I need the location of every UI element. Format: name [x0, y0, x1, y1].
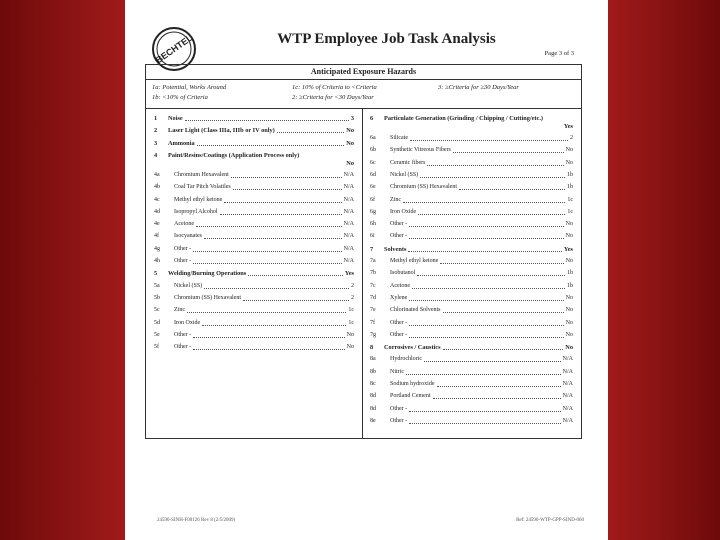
hazard-label: Sodium hydroxide [390, 381, 435, 387]
dot-leader [197, 140, 344, 146]
hazard-value: No [565, 331, 573, 338]
dot-leader [443, 344, 563, 350]
hazard-label: Hydrochloric [390, 356, 422, 363]
bechtel-logo-text: BECHTEL [153, 32, 195, 66]
hazard-value: No [565, 233, 573, 240]
hazard-number: 7f [370, 319, 375, 326]
hazard-number: 6d [370, 171, 376, 178]
hazard-value: No [565, 221, 573, 228]
dot-leader [224, 197, 342, 203]
hazard-number: 8d [370, 393, 376, 400]
hazard-label: Isopropyl Alcohol [174, 208, 218, 215]
hazard-number: 6b [370, 147, 376, 154]
hazard-value: No [346, 344, 354, 351]
dot-leader [277, 127, 344, 133]
hazard-label: Methyl ethyl ketone [390, 258, 439, 264]
hazard-number: 7g [370, 331, 376, 338]
dot-leader [193, 344, 345, 350]
hazard-label: Other - [174, 258, 192, 264]
hazard-value: No [565, 159, 573, 166]
hazard-number: 8 [370, 344, 374, 352]
dot-leader [409, 332, 564, 338]
hazard-value: N/A [343, 245, 354, 252]
hazard-number: 6a [370, 135, 376, 141]
hazard-value: No [565, 147, 573, 154]
hazard-label: Chromium (SS) Hexavalent [390, 184, 457, 191]
background-right [608, 0, 720, 540]
hazard-label: Isocyanates [174, 233, 202, 240]
hazard-label: Isobutanol [390, 270, 416, 277]
hazard-number: 4d [154, 208, 160, 215]
hazard-number: 7d [370, 294, 376, 301]
hazard-number: 4g [154, 245, 160, 252]
hazard-value: No [346, 139, 354, 147]
dot-leader [409, 320, 564, 326]
hazard-number: 5 [154, 270, 158, 278]
dot-leader [202, 320, 346, 326]
hazard-number: 5a [154, 282, 160, 289]
hazard-value: 1b [567, 282, 573, 289]
dot-leader [409, 221, 564, 227]
hazard-number: 4 [154, 151, 158, 159]
dot-leader [185, 115, 349, 121]
hazard-label: Other - [390, 233, 408, 240]
hazard-value: N/A [562, 368, 573, 375]
page-number: Page 3 of 3 [544, 50, 574, 57]
hazard-label: Coal Tar Pitch Volatiles [174, 184, 231, 191]
hazard-value: N/A [343, 208, 354, 215]
dot-leader [437, 381, 561, 387]
dot-leader [440, 258, 564, 264]
dot-leader [408, 246, 562, 252]
dot-leader [410, 135, 568, 141]
hazard-label: Nickel (SS) [174, 282, 203, 289]
hazard-value: Yes [344, 270, 354, 278]
hazard-value: Yes [563, 123, 573, 130]
dot-leader [233, 184, 342, 190]
hazard-label: Other - [390, 319, 408, 326]
hazard-label: Other - [390, 331, 408, 338]
hazard-number: 5f [154, 344, 159, 351]
document-page [125, 0, 608, 540]
hazard-number: 2 [154, 127, 158, 135]
hazard-value: N/A [562, 405, 573, 412]
hazard-value: N/A [343, 221, 354, 228]
hazard-label: Corrosives / Caustics [384, 344, 441, 352]
hazard-label: Nickel (SS) [390, 171, 419, 178]
hazard-label: Noise [168, 115, 183, 122]
hazard-value: 2 [351, 282, 354, 289]
hazard-number: 6f [370, 196, 375, 203]
legend-item: 3: ≥Criteria for ≥30 Days/Year [438, 84, 519, 91]
hazard-label: Methyl ethyl ketone [174, 196, 223, 203]
dot-leader [248, 270, 343, 276]
hazard-label: Other - [390, 221, 408, 228]
hazard-value: No [346, 331, 354, 338]
hazard-value: N/A [343, 171, 354, 178]
legend [146, 80, 581, 109]
dot-leader [243, 295, 349, 301]
legend-item: 1c: 10% of Criteria to <Criteria [292, 84, 377, 91]
hazard-label: Paint/Resins/Coatings (Application Process only) [168, 151, 300, 159]
hazard-number: 6h [370, 221, 376, 228]
hazard-label: Other - [174, 331, 192, 338]
hazard-value: 1c [348, 307, 354, 314]
hazard-number: 4f [154, 233, 159, 240]
background-left [0, 0, 125, 540]
hazard-number: 7 [370, 245, 374, 253]
hazard-label: Xylene [390, 294, 408, 301]
footer-form-number: 24590-SINH-F00126 Rev 8 (2/5/2009) [157, 518, 236, 523]
hazard-number: 6g [370, 208, 376, 215]
hazard-label: Iron Oxide [174, 319, 201, 326]
hazard-label: Welding/Burning Operations [168, 270, 247, 278]
legend-item: 1b: <10% of Criteria [152, 94, 208, 101]
legend-item: 1a: Potential, Works Around [152, 84, 227, 91]
dot-leader [403, 197, 565, 203]
hazard-number: 5c [154, 307, 160, 314]
hazard-label: Other - [390, 405, 408, 412]
hazard-value: 1b [567, 270, 573, 277]
hazard-value: N/A [343, 196, 354, 203]
hazard-label: Other - [390, 417, 408, 424]
hazard-number: 6c [370, 159, 376, 166]
dot-leader [231, 172, 342, 178]
hazard-label: Other - [174, 245, 192, 252]
hazard-number: 4c [154, 196, 160, 203]
hazard-number: 4a [154, 171, 160, 178]
hazard-number: 8a [370, 356, 376, 363]
dot-leader [409, 406, 561, 412]
hazard-label: Synthetic Vitreous Fibers [390, 147, 451, 154]
dot-leader [204, 233, 342, 239]
hazard-label: Nitric [390, 368, 404, 375]
hazard-label: Chromium Hexavalent [174, 171, 229, 178]
hazard-label: Particulate Generation (Grinding / Chipping / Cutting/etc.) [384, 115, 543, 122]
hazard-number: 4e [154, 221, 160, 228]
hazard-number: 5b [154, 294, 160, 301]
hazard-label: Other - [174, 344, 192, 351]
left-hazard-column [146, 109, 363, 438]
hazard-form [145, 64, 582, 439]
dot-leader [409, 295, 564, 301]
hazard-value: No [565, 307, 573, 314]
hazard-number: 7b [370, 270, 376, 277]
hazard-number: 4h [154, 258, 160, 264]
hazard-number: 8e [370, 417, 376, 424]
hazard-value: 1b [567, 171, 573, 178]
hazard-value: 2 [570, 135, 573, 141]
hazard-value: 3 [350, 115, 354, 122]
dot-leader [443, 307, 564, 313]
right-hazard-column [362, 109, 581, 438]
hazard-number: 1 [154, 115, 158, 122]
hazard-number: 5d [154, 319, 160, 326]
hazard-value: N/A [343, 233, 354, 240]
hazard-value: Yes [563, 245, 573, 253]
hazard-value: 1c [567, 196, 573, 203]
dot-leader [204, 283, 349, 289]
page-title: WTP Employee Job Task Analysis [277, 31, 496, 47]
dot-leader [409, 233, 564, 239]
dot-leader [196, 221, 342, 227]
dot-leader [433, 393, 561, 399]
hazard-number: 7e [370, 307, 376, 314]
hazard-value: No [346, 127, 354, 135]
hazard-number: 4b [154, 184, 160, 191]
hazard-value: No [565, 344, 573, 352]
dot-leader [406, 369, 561, 375]
hazard-number: 6i [370, 233, 375, 240]
hazard-value: N/A [343, 184, 354, 191]
hazard-label: Chromium (SS) Hexavalent [174, 294, 241, 301]
hazard-number: 8d [370, 405, 376, 412]
hazard-value: No [565, 258, 573, 264]
hazard-number: 6 [370, 115, 374, 122]
legend-item: 2: ≥Criteria for <30 Days/Year [292, 94, 374, 101]
hazard-value: N/A [562, 356, 573, 363]
hazard-value: 1c [567, 208, 573, 215]
dot-leader [417, 270, 565, 276]
hazard-value: 1c [348, 319, 354, 326]
dot-leader [193, 332, 345, 338]
hazard-label: Ammonia [168, 139, 195, 147]
dot-leader [424, 356, 561, 362]
hazard-value: No [565, 294, 573, 301]
dot-leader [193, 258, 342, 264]
hazard-label: Portland Cement [390, 393, 431, 400]
hazard-label: Zinc [174, 307, 185, 314]
hazard-number: 8b [370, 368, 376, 375]
dot-leader [427, 160, 564, 166]
hazard-value: No [565, 319, 573, 326]
hazard-value: N/A [562, 417, 573, 424]
dot-leader [453, 147, 564, 153]
hazard-value: 2 [351, 294, 354, 301]
hazard-number: 5e [154, 331, 160, 338]
hazard-label: Iron Oxide [390, 208, 417, 215]
form-title: Anticipated Exposure Hazards [146, 65, 581, 80]
hazard-label: Laser Light (Class IIIa, IIIb or IV only) [168, 127, 275, 135]
hazard-label: Ceramic fibers [390, 159, 426, 166]
hazard-value: 1b [567, 184, 573, 191]
hazard-label: Chlorinated Solvents [390, 307, 441, 314]
hazard-number: 7a [370, 258, 376, 264]
hazard-number: 8c [370, 381, 376, 387]
hazard-number: 6e [370, 184, 376, 191]
hazard-number: 3 [154, 139, 158, 147]
dot-leader [459, 184, 565, 190]
dot-leader [409, 418, 561, 424]
hazard-value: N/A [562, 393, 573, 400]
hazard-value: N/A [562, 381, 573, 387]
hazard-label: Solvents [384, 245, 407, 253]
dot-leader [220, 209, 342, 215]
hazard-value: No [346, 159, 354, 167]
dot-leader [412, 283, 565, 289]
dot-leader [418, 209, 565, 215]
footer-reference: Ref: 24590-WTP-GPP-SIND-060 [516, 518, 584, 523]
hazard-number: 7c [370, 282, 376, 289]
hazard-value: N/A [343, 258, 354, 264]
dot-leader [187, 307, 346, 313]
hazard-label: Acetone [390, 282, 410, 289]
hazard-label: Acetone [174, 221, 194, 228]
dot-leader [420, 172, 565, 178]
hazard-label: Zinc [390, 196, 401, 203]
hazard-label: Silicate [390, 135, 408, 141]
dot-leader [193, 246, 342, 252]
